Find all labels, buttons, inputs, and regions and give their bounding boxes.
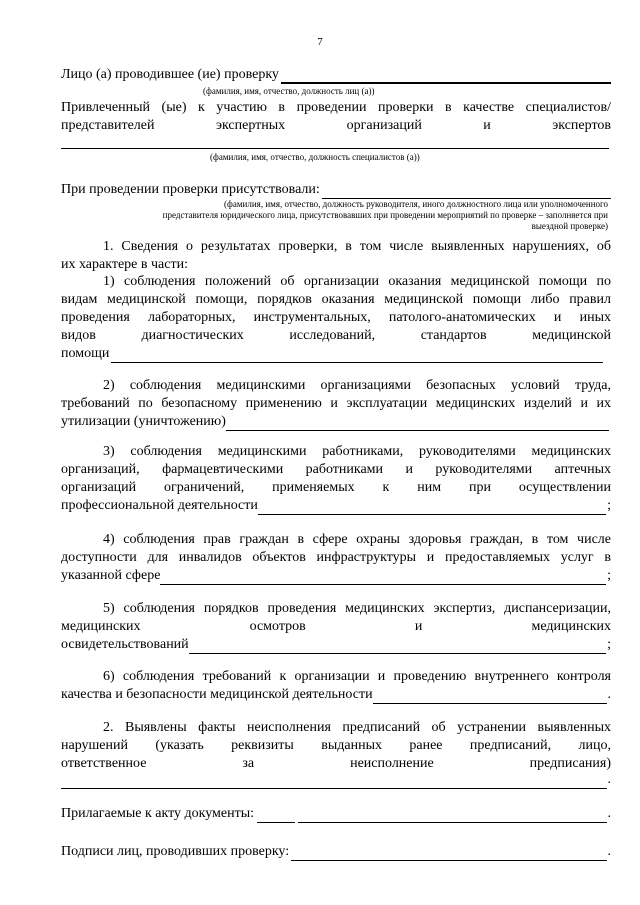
specialists-line-2: представителей экспертных организаций и экспертов — [61, 118, 611, 133]
item-3-end: ; — [607, 498, 611, 513]
item-4-line-3: указанной сфере — [61, 568, 161, 583]
inspector-row — [61, 66, 611, 84]
specialists-field[interactable] — [61, 148, 609, 149]
inspector-field[interactable] — [281, 69, 611, 84]
item-5-field[interactable] — [189, 640, 606, 654]
signatures-end: . — [607, 844, 611, 859]
signatures-field[interactable] — [291, 847, 606, 861]
present-label: При проведении проверки присутствовали: — [61, 182, 320, 197]
nonfulfillment-end: . — [607, 772, 611, 787]
nonfulfillment-line-2: нарушений (указать реквизиты выданных ранее предписаний, лицо, — [61, 738, 611, 753]
item-3-row-4 — [61, 497, 611, 515]
item-3-field[interactable] — [258, 501, 606, 515]
nonfulfillment-line-1: 2. Выявлены факты неисполнения предписаний об устранении выявленных — [103, 720, 611, 735]
item-2-line-1: 2) соблюдения медицинскими организациями безопасных условий труда, — [103, 378, 611, 393]
item-2-line-2: требований по безопасному применению и эксплуатации медицинских изделий и их — [61, 396, 611, 411]
signatures-label: Подписи лиц, проводивших проверку: — [61, 844, 290, 859]
item-4-row-3 — [61, 567, 611, 585]
nonfulfillment-line-3: ответственное за неисполнение предписания) — [61, 756, 611, 771]
item-3-line-3: организаций ограничений, применяемых к ним при осуществлении — [61, 480, 611, 495]
item-1-line-2: видам медицинской помощи, порядков оказания медицинской помощи либо правил — [61, 292, 611, 307]
present-hint-1: (фамилия, имя, отчество, должность руководителя, иного должностного лица или уполномоченного — [224, 199, 608, 209]
attachments-label: Прилагаемые к акту документы: — [61, 806, 255, 821]
nonfulfillment-row-4 — [61, 771, 611, 789]
attachments-row — [61, 805, 611, 823]
item-1-line-4: видов диагностических исследований, стандартов медицинской — [61, 328, 611, 343]
item-6-end: . — [607, 687, 611, 702]
item-5-line-1: 5) соблюдения порядков проведения медицинских экспертиз, диспансеризации, — [103, 601, 611, 616]
inspector-label: Лицо (а) проводившее (ие) проверку — [61, 67, 279, 82]
item-5-line-2: медицинских осмотров и медицинских — [61, 619, 611, 634]
results-intro-line-1: 1. Сведения о результатах проверки, в том числе выявленных нарушениях, об — [103, 239, 611, 254]
item-5-row-3 — [61, 636, 611, 654]
item-5-line-3: освидетельствований — [61, 637, 189, 652]
inspector-hint: (фамилия, имя, отчество, должность лиц (а)) — [203, 86, 375, 96]
present-field[interactable] — [322, 185, 611, 199]
attachments-short-field[interactable] — [257, 809, 295, 823]
attachments-field[interactable] — [298, 809, 606, 823]
item-4-end: ; — [607, 568, 611, 583]
item-3-line-4: профессиональной деятельности — [61, 498, 258, 513]
nonfulfillment-field[interactable] — [61, 775, 607, 789]
item-1-line-5: помощи — [61, 346, 110, 361]
item-1-field[interactable] — [111, 349, 603, 363]
item-6-line-2: качества и безопасности медицинской деятельности — [61, 687, 373, 702]
item-6-line-1: 6) соблюдения требований к организации и проведению внутреннего контроля — [103, 669, 611, 684]
item-6-row-2 — [61, 686, 611, 704]
results-intro-line-2: их характере в части: — [61, 257, 188, 272]
item-6-field[interactable] — [373, 690, 607, 704]
item-1-line-3: проведения лабораторных, инструментальных, патолого-анатомических и иных — [61, 310, 611, 325]
item-1-row-5 — [61, 345, 603, 363]
item-2-field[interactable] — [226, 417, 609, 431]
attachments-end: . — [607, 806, 611, 821]
signatures-row — [61, 843, 611, 861]
item-4-field[interactable] — [160, 571, 606, 585]
item-3-line-1: 3) соблюдения медицинскими работниками, руководителями медицинских — [103, 444, 611, 459]
specialists-line-1: Привлеченный (ые) к участию в проведении проверки в качестве специалистов/ — [61, 100, 611, 115]
item-2-row-3 — [61, 413, 609, 431]
page-number: 7 — [317, 36, 323, 48]
item-1-line-1: 1) соблюдения положений об организации оказания медицинской помощи по — [103, 274, 611, 289]
present-hint-2: представителя юридического лица, присутствовавших при проведении мероприятий по проверке – заполняется при — [162, 210, 608, 220]
item-4-line-1: 4) соблюдения прав граждан в сфере охраны здоровья граждан, в том числе — [103, 532, 611, 547]
item-2-line-3: утилизации (уничтожению) — [61, 414, 226, 429]
item-4-line-2: доступности для инвалидов объектов инфраструктуры и предоставляемых услуг в — [61, 550, 611, 565]
specialists-hint: (фамилия, имя, отчество, должность специалистов (а)) — [210, 152, 420, 162]
item-3-line-2: организаций, фармацевтическими работниками и руководителями аптечных — [61, 462, 611, 477]
item-5-end: ; — [607, 637, 611, 652]
present-row — [61, 181, 611, 199]
present-hint-3: выездной проверке) — [531, 221, 608, 231]
